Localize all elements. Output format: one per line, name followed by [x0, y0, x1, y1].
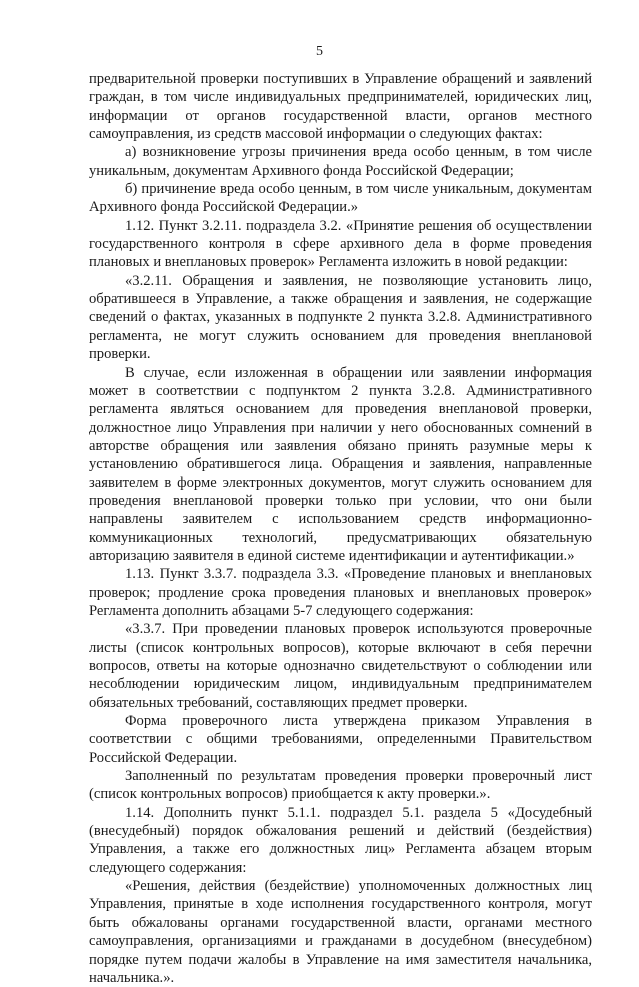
paragraph-item-b: б) причинение вреда особо ценным, в том числе уникальным, документам Архивного фонда Российской Федерации.» [89, 181, 592, 216]
paragraph-appeal: «Решения, действия (бездействие) уполномоченных должностных лиц Управления, принятые в ходе исполнения государственного контроля, могут быть обжалованы органами государственной власти, органами местного самоуправления, организациями и гражданами в досудебном (внесудебном) порядке путем подачи жалобы в Управление на имя заместителя начальника, начальника.». [89, 878, 592, 986]
paragraph-1-13: 1.13. Пункт 3.3.7. подраздела 3.3. «Проведение плановых и внеплановых проверок; продление срока проведения плановых и внеплановых проверок» Регламента дополнить абзацами 5-7 следующего содержания: [89, 566, 592, 619]
paragraph-3-2-11-cont: В случае, если изложенная в обращении или заявлении информация может в соответствии с подпунктом 2 пункта 3.2.8. Административного регламента являться основанием для проведения внеплановой проверки, должностное лицо Управления при наличии у него обоснованных сомнений в авторстве обращения или заявления обязано принять разумные меры к установлению обратившегося лица. Обращения и заявления, направленные заявителем в форме электронных документов, могут служить основанием для проведения внеплановой проверки только при условии, что они были направлены заявителем с использованием средств информационно-коммуникационных технологий, предусматривающих обязательную авторизацию заявителя в единой системе идентификации и аутентификации.» [89, 364, 592, 564]
paragraph-3-2-11: «3.2.11. Обращения и заявления, не позволяющие установить лицо, обратившееся в Управление, а также обращения и заявления, не содержащие сведений о фактах, указанных в подпункте 2 пункта 3.2.8. Административного регламента, не могут служить основанием для проведения внеплановой проверки. [89, 272, 592, 363]
paragraph-checklist-form: Форма проверочного листа утверждена приказом Управления в соответствии с общими требованиями, определенными Правительством Российской Федерации. [89, 713, 592, 766]
page-number: 5 [316, 44, 323, 59]
paragraph-1-14: 1.14. Дополнить пункт 5.1.1. подраздел 5.1. раздела 5 «Досудебный (внесудебный) порядок обжалования решений и действий (бездействия) Управления, а также его должностных лиц» Регламента абзацем вторым следующего содержания: [89, 804, 592, 876]
document-body [89, 70, 592, 987]
paragraph-checklist-attach: Заполненный по результатам проведения проверки проверочный лист (список контрольных вопросов) приобщается к акту проверки.». [89, 768, 592, 803]
paragraph-item-a: а) возникновение угрозы причинения вреда особо ценным, в том числе уникальным, документам Архивного фонда Российской Федерации; [89, 144, 592, 179]
paragraph-continuation: предварительной проверки поступивших в Управление обращений и заявлений граждан, в том числе индивидуальных предпринимателей, юридических лиц, информации от органов государственной власти, органов местного самоуправления, из средств массовой информации о следующих фактах: [89, 71, 592, 143]
paragraph-3-3-7: «3.3.7. При проведении плановых проверок используются проверочные листы (список контрольных вопросов), которые включают в себя перечни вопросов, ответы на которые однозначно свидетельствуют о соблюдении или несоблюдении юридическим лицом, индивидуальным предпринимателем обязательных требований, составляющих предмет проверки. [89, 621, 592, 711]
paragraph-1-12: 1.12. Пункт 3.2.11. подраздела 3.2. «Принятие решения об осуществлении государственного контроля в сфере архивного дела в форме проведения плановых и внеплановых проверок» Регламента изложить в новой редакции: [89, 217, 592, 271]
